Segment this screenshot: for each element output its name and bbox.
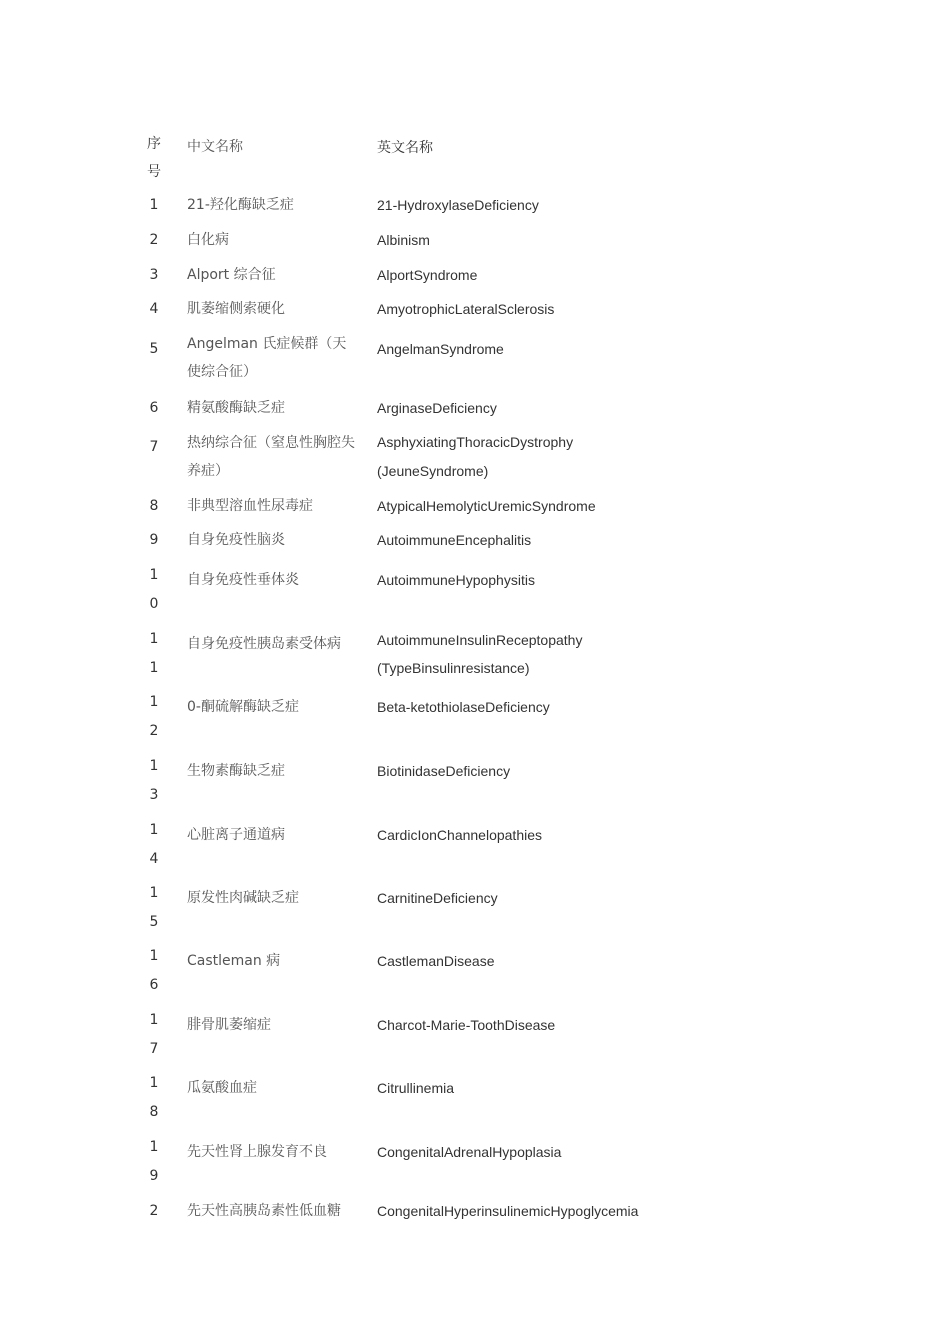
- row-en-name: CardicIonChannelopathies: [377, 827, 542, 843]
- row-number-line1: 1: [149, 885, 159, 901]
- row-cn-name: 瓜氨酸血症: [187, 1080, 257, 1096]
- row-number-line1: 1: [149, 758, 159, 774]
- row-number: 1: [149, 197, 159, 213]
- row-number: 5: [149, 341, 159, 357]
- row-en-name: AngelmanSyndrome: [377, 341, 504, 357]
- row-cn-name: 心脏离子通道病: [187, 827, 285, 843]
- row-number-line1: 1: [149, 948, 159, 964]
- index-header-line1: 序: [147, 136, 161, 152]
- row-number-line1: 1: [149, 1075, 159, 1091]
- row-number-line1: 1: [149, 1012, 159, 1028]
- row-en-name: CastlemanDisease: [377, 953, 495, 969]
- row-cn-name: 精氨酸酶缺乏症: [187, 400, 285, 416]
- row-number-line2: 1: [149, 660, 159, 676]
- row-en-name: 21-HydroxylaseDeficiency: [377, 197, 539, 213]
- row-en-name: ArginaseDeficiency: [377, 400, 497, 416]
- row-cn-name: 先天性肾上腺发育不良: [187, 1144, 327, 1160]
- row-en-name: AutoimmuneEncephalitis: [377, 532, 532, 548]
- row-number-line2: 0: [149, 596, 159, 612]
- row-en-name: Citrullinemia: [377, 1080, 455, 1096]
- row-cn-name: 自身免疫性垂体炎: [187, 572, 299, 588]
- row-number-line1: 1: [149, 567, 159, 583]
- row-en-name-line2: (JeuneSyndrome): [377, 463, 489, 479]
- row-number-line1: 1: [149, 822, 159, 838]
- row-cn-name: Alport 综合征: [187, 267, 276, 283]
- row-number: 8: [149, 498, 159, 514]
- row-cn-name: 白化病: [187, 232, 229, 248]
- row-number-line2: 8: [149, 1104, 159, 1120]
- row-en-name: Beta-ketothiolaseDeficiency: [377, 699, 550, 715]
- row-number: 2: [149, 1203, 159, 1219]
- index-header-line2: 号: [147, 164, 161, 180]
- row-en-name-line2: (TypeBinsulinresistance): [377, 660, 530, 676]
- row-cn-name: 生物素酶缺乏症: [187, 763, 285, 779]
- row-en-name: CarnitineDeficiency: [377, 890, 498, 906]
- en-name-header: 英文名称: [377, 139, 433, 155]
- row-cn-name: 0-酮硫解酶缺乏症: [187, 699, 299, 715]
- row-cn-name: Angelman 氏症候群（天使综合征）: [187, 336, 347, 380]
- row-number: 6: [149, 400, 159, 416]
- row-number-line1: 1: [149, 694, 159, 710]
- row-en-name: AmyotrophicLateralSclerosis: [377, 301, 555, 317]
- row-cn-name: 热纳综合征（窒息性胸腔失养症）: [187, 435, 355, 479]
- row-number-line2: 7: [149, 1041, 159, 1057]
- row-number: 2: [149, 232, 159, 248]
- row-cn-name: 先天性高胰岛素性低血糖: [187, 1203, 341, 1219]
- row-number-line2: 4: [149, 851, 159, 867]
- row-en-name: Charcot-Marie-ToothDisease: [377, 1017, 556, 1033]
- row-en-name: CongenitalHyperinsulinemicHypoglycemia: [377, 1203, 639, 1219]
- row-cn-name: 自身免疫性胰岛素受体病: [187, 636, 341, 652]
- row-cn-name: 自身免疫性脑炎: [187, 532, 285, 548]
- row-en-name: CongenitalAdrenalHypoplasia: [377, 1144, 562, 1160]
- row-number: 9: [149, 532, 159, 548]
- row-cn-name: 非典型溶血性尿毒症: [187, 498, 313, 514]
- row-en-name-line1: AsphyxiatingThoracicDystrophy: [377, 434, 574, 450]
- row-number-line2: 2: [149, 723, 159, 739]
- row-cn-name: 原发性肉碱缺乏症: [187, 890, 299, 906]
- row-number: 4: [149, 301, 159, 317]
- row-number-line2: 5: [149, 914, 159, 930]
- row-en-name: Albinism: [377, 232, 430, 248]
- row-en-name: AtypicalHemolyticUremicSyndrome: [377, 498, 596, 514]
- row-number-line2: 3: [149, 787, 159, 803]
- row-number-line2: 9: [149, 1168, 159, 1184]
- row-cn-name: 腓骨肌萎缩症: [187, 1017, 271, 1033]
- row-en-name: AlportSyndrome: [377, 267, 478, 283]
- row-number: 3: [149, 267, 159, 283]
- row-number-line2: 6: [149, 977, 159, 993]
- row-en-name: BiotinidaseDeficiency: [377, 763, 511, 779]
- row-en-name: AutoimmuneHypophysitis: [377, 572, 535, 588]
- row-cn-name: 21-羟化酶缺乏症: [187, 197, 294, 213]
- row-cn-name: 肌萎缩侧索硬化: [187, 301, 285, 317]
- row-number: 7: [149, 439, 159, 455]
- row-number-line1: 1: [149, 1139, 159, 1155]
- row-cn-name: Castleman 病: [187, 953, 281, 969]
- row-number-line1: 1: [149, 631, 159, 647]
- cn-name-header: 中文名称: [187, 139, 243, 155]
- row-en-name-line1: AutoimmuneInsulinReceptopathy: [377, 632, 583, 648]
